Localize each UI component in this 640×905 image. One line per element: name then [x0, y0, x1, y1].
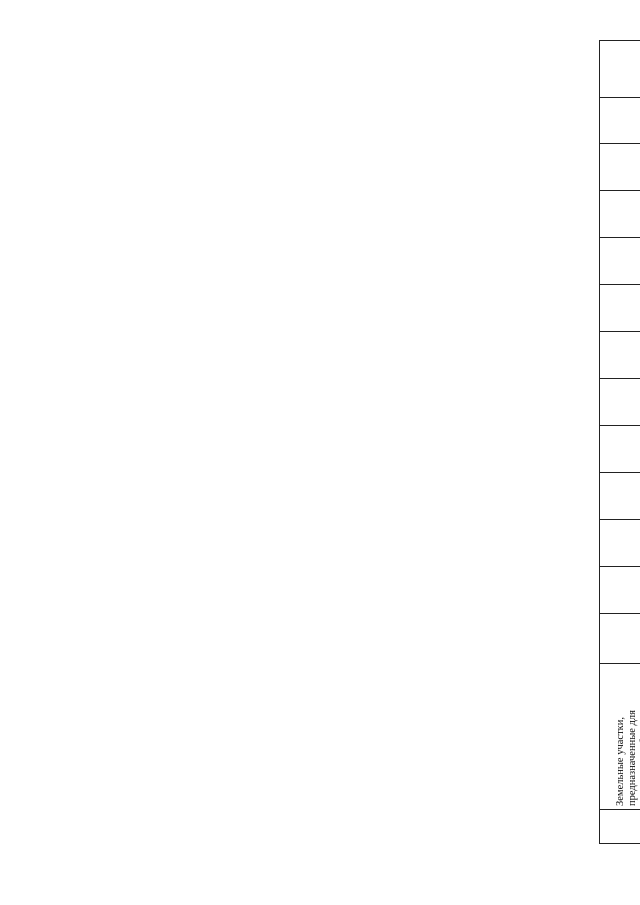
row-number: [600, 810, 640, 844]
table-row: [600, 41, 640, 844]
rate-cell: [600, 473, 640, 520]
rate-cell: [600, 41, 640, 98]
rate-cell: [600, 98, 640, 144]
rate-cell: [600, 520, 640, 567]
row-description: Земельные участки, предназначенные для: [600, 664, 640, 810]
rotated-table-container: [599, 40, 640, 844]
rate-cell: [600, 144, 640, 191]
rate-cell: [600, 426, 640, 473]
rate-cell: [600, 567, 640, 614]
rate-cell: [600, 191, 640, 238]
rate-cell: [600, 332, 640, 379]
rate-cell: [600, 379, 640, 426]
rent-rates-table: [599, 40, 640, 844]
rate-cell: [600, 238, 640, 285]
rate-cell: [600, 285, 640, 332]
rate-cell: [600, 614, 640, 664]
